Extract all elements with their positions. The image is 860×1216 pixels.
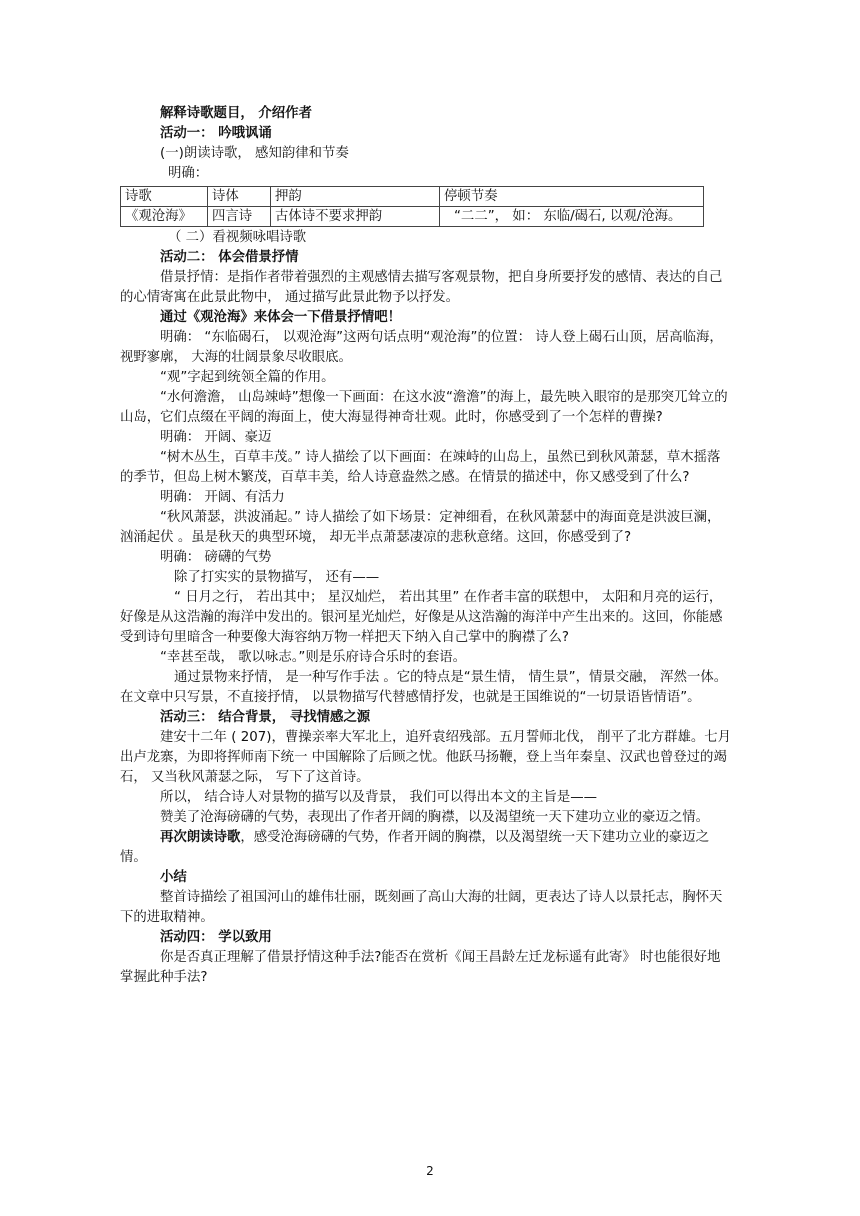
paragraph: 明确： 开阔、有活力: [160, 490, 285, 505]
bold-prompt: 通过《观沧海》来体会一下借景抒情吧！: [160, 310, 402, 325]
subsection-2: （ 二）看视频咏唱诗歌: [168, 230, 307, 245]
activity-4-title: 活动四： 学以致用: [160, 930, 272, 945]
bold-lead: 再次朗读诗歌: [160, 830, 241, 845]
paragraph: “观”字起到统领全篇的作用。: [160, 370, 335, 385]
page-number: 2: [426, 1164, 434, 1178]
activity-3-title: 活动三： 结合背景， 寻找情感之源: [160, 710, 371, 725]
table-header-cell: 诗体: [208, 187, 271, 207]
table-cell: 四言诗: [208, 207, 271, 227]
paragraph-text: ，感受沧海磅礴的气势，作者开阔的胸襟，以及渴望统一天下建功立业的豪迈之情。: [120, 830, 710, 865]
table-header-row: [121, 187, 704, 207]
paragraph: “幸甚至哉， 歌以咏志。”则是乐府诗合乐时的套语。: [160, 650, 467, 665]
paragraph: “树木丛生，百草丰茂。” 诗人描绘了以下画面：在竦峙的山岛上，虽然已到秋风萧瑟，草木摇落的季节，但岛上树木繁茂，百草丰美，给人诗意盎然之感。在情景的描述中，你又感受到了什么?: [120, 450, 721, 485]
paragraph: 整首诗描绘了祖国河山的雄伟壮丽，既刻画了高山大海的壮阔，更表达了诗人以景托志，胸怀天下的进取精神。: [120, 890, 723, 925]
paragraph: 明确： “东临碣石， 以观沧海”这两句话点明“观沧海”的位置： 诗人登上碣石山顶，居高临海， 视野寥廓， 大海的壮阔景象尽收眼底。: [120, 330, 723, 365]
clarify-label: 明确：: [168, 166, 209, 181]
paragraph: 你是否真正理解了借景抒情这种手法?能否在赏析《闻王昌龄左迁龙标遥有此寄》 时也能很好地掌握此种手法?: [120, 950, 721, 985]
table-header-cell: 诗歌: [121, 187, 208, 207]
table-row: [121, 207, 704, 227]
paragraph: “ 日月之行， 若出其中； 星汉灿烂， 若出其里” 在作者丰富的联想中， 太阳和月亮的运行，好像是从这浩瀚的海洋中发出的。银河星光灿烂，好像是从这浩瀚的海洋中产生出来的。这回，你能感受到诗句里暗含一种要像大海容纳万物一样把天下纳入自己掌中的胸襟了么?: [120, 590, 723, 645]
paragraph: 借景抒情：是指作者带着强烈的主观感情去描写客观景物，把自身所要抒发的感情、表达的自己的心情寄寓在此景此物中， 通过描写此景此物予以抒发。: [120, 270, 723, 305]
table-cell: 《观沧海》: [121, 207, 208, 227]
paragraph: 明确： 开阔、豪迈: [160, 430, 272, 445]
table-header-cell: 停顿节奏: [440, 187, 704, 207]
paragraph: 赞美了沧海磅礴的气势，表现出了作者开阔的胸襟，以及渴望统一天下建功立业的豪迈之情。: [160, 810, 710, 825]
paragraph: 除了打实实的景物描写， 还有——: [174, 570, 380, 585]
section-heading: 解释诗歌题目， 介绍作者: [160, 106, 312, 121]
subsection-1: (一)朗读诗歌， 感知韵律和节奏: [160, 146, 349, 161]
paragraph: “秋风萧瑟，洪波涌起。” 诗人描绘了如下场景：定神细看，在秋风萧瑟中的海面竟是洪波巨澜，汹涌起伏 。虽是秋天的典型环境， 却无半点萧瑟凄凉的悲秋意绪。这回，你感受到了?: [120, 510, 721, 545]
paragraph: 所以， 结合诗人对景物的描写以及背景， 我们可以得出本文的主旨是——: [160, 790, 598, 805]
activity-2-title: 活动二： 体会借景抒情: [160, 250, 299, 265]
paragraph: 明确： 磅礴的气势: [160, 550, 272, 565]
paragraph: 通过景物来抒情， 是一种写作手法 。它的特点是“景生情， 情生景”，情景交融， 浑然一体。在文章中只写景，不直接抒情， 以景物描写代替感情抒发，也就是王国维说的“一切景语皆情语”。: [120, 670, 728, 705]
paragraph: [120, 828, 732, 868]
table-cell: 古体诗不要求押韵: [271, 207, 440, 227]
summary-title: 小结: [160, 870, 187, 885]
table-cell: “二二”， 如： 东临/碣石, 以观/沧海。: [440, 207, 704, 227]
paragraph: 建安十二年 ( 207)，曹操亲率大军北上，追歼袁绍残部。五月誓师北伐， 削平了北方群雄。七月出卢龙寨，为即将挥师南下统一 中国解除了后顾之忧。他跃马扬鞭，登上当年秦皇、汉武也曾登过的竭石， 又当秋风萧瑟之际， 写下了这首诗。: [120, 730, 732, 785]
table-header-cell: 押韵: [271, 187, 440, 207]
page-content: [120, 104, 732, 988]
paragraph: “水何澹澹， 山岛竦峙”想像一下画面：在这水波“澹澹”的海上，最先映入眼帘的是那突兀耸立的山岛，它们点缀在平阔的海面上，使大海显得神奇壮观。此时，你感受到了一个怎样的曹操?: [120, 390, 728, 425]
activity-1-title: 活动一： 吟哦讽诵: [160, 126, 272, 141]
poem-meter-table: [120, 186, 704, 227]
